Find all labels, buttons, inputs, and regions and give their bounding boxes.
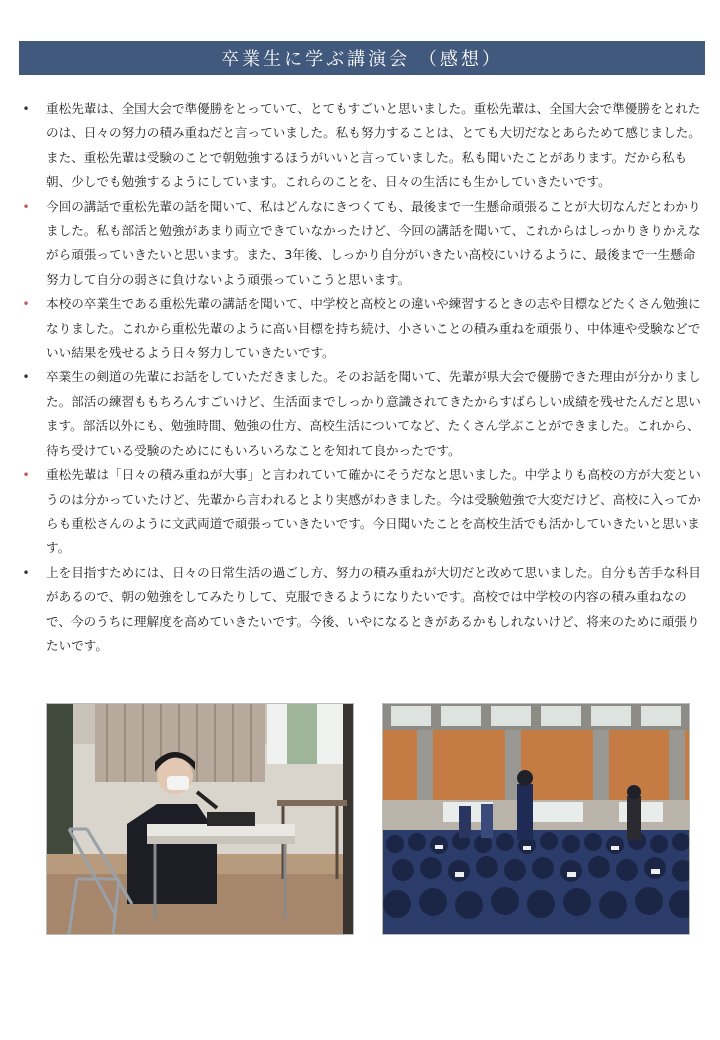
bullet-icon: • [22,468,30,483]
page-title-text: 卒業生に学ぶ講演会 （感想） [221,49,503,70]
list-item [22,365,702,463]
list-item [22,97,702,195]
list-item-text: 上を目指すためには、日々の日常生活の過ごし方、努力の積み重ねが大切だと改めて思いました。自分も苦手な科目があるので、朝の勉強をしてみたりして、克服できるようになりたいです。高校では中学校の内容の積み重ねなので、今のうちに理解度を高めていきたいです。今後、いやになるときがあるかもしれないけど、将来のために頑張りたいです。 [46,564,701,653]
list-item [22,463,702,561]
list-item-text: 重松先輩は、全国大会で準優勝をとっていて、とてもすごいと思いました。重松先輩は、全国大会で準優勝をとれたのは、日々の努力の積み重ねだと言っていました。私も努力することは、とても大切だなとあらためて感じました。また、重松先輩は受験のことで朝勉強するほうがいいと言っていました。私も聞いたことがあります。だから私も朝、少しでも勉強するようにしています。これらのことを、日々の生活にも生かしていきたいです。 [46,101,701,190]
bullet-icon: • [22,370,30,385]
audience-photo [382,703,690,935]
impressions-list [22,97,702,658]
page-title [19,41,705,75]
speaker-photo-illustration [47,704,353,934]
bullet-icon: • [22,565,30,580]
bullet-icon: • [22,102,30,116]
list-item-text: 本校の卒業生である重松先輩の講話を聞いて、中学校と高校との違いや練習するときの志や目標などたくさん勉強になりました。これから重松先輩のように高い目標を持ち続け、小さいことの積み重ねを頑張り、中体連や受験などでいい結果を残せるよう日々努力していきたいです。 [46,296,701,361]
audience-photo-illustration [383,704,689,934]
bullet-icon: • [22,297,30,312]
list-item-text: 卒業生の剣道の先輩にお話をしていただきました。そのお話を聞いて、先輩が県大会で優勝できた理由が分かりました。部活の練習ももちろんすごいけど、生活面までしっかり意識されてきたからすばらしい成績を残せたんだと思います。部活以外にも、勉強時間、勉強の仕方、高校生活についてなど、たくさん学ぶことができました。これから、待ち受けている受験のためににもいろいろなことを知れて良かったです。 [46,369,701,458]
list-item [22,292,702,365]
list-item-text: 重松先輩は「日々の積み重ねが大事」と言われていて確かにそうだなと思いました。中学よりも高校の方が大変というのは分かっていたけど、先輩から言われるとより実感がわきました。今は受験勉強で大変だけど、高校に入ってからも重松さんのように文武両道で頑張っていきたいです。今日聞いたことを高校生活でも活かしていきたいと思います。 [46,467,701,556]
list-item [22,561,702,659]
list-item [22,195,702,293]
speaker-photo [46,703,354,935]
list-item-text: 今回の講話で重松先輩の話を聞いて、私はどんなにきつくても、最後まで一生懸命頑張ることが大切なんだとわかりました。私も部活と勉強があまり両立できていなかったけど、今回の講話を聞いて、これからはしっかりきりかえながら頑張っていきたいと思います。また、3年後、しっかり自分がいきたい高校にいけるように、最後まで一生懸命努力して自分の弱さに負けないよう頑張っていこうと思います。 [46,198,701,287]
bullet-icon: • [22,199,30,214]
